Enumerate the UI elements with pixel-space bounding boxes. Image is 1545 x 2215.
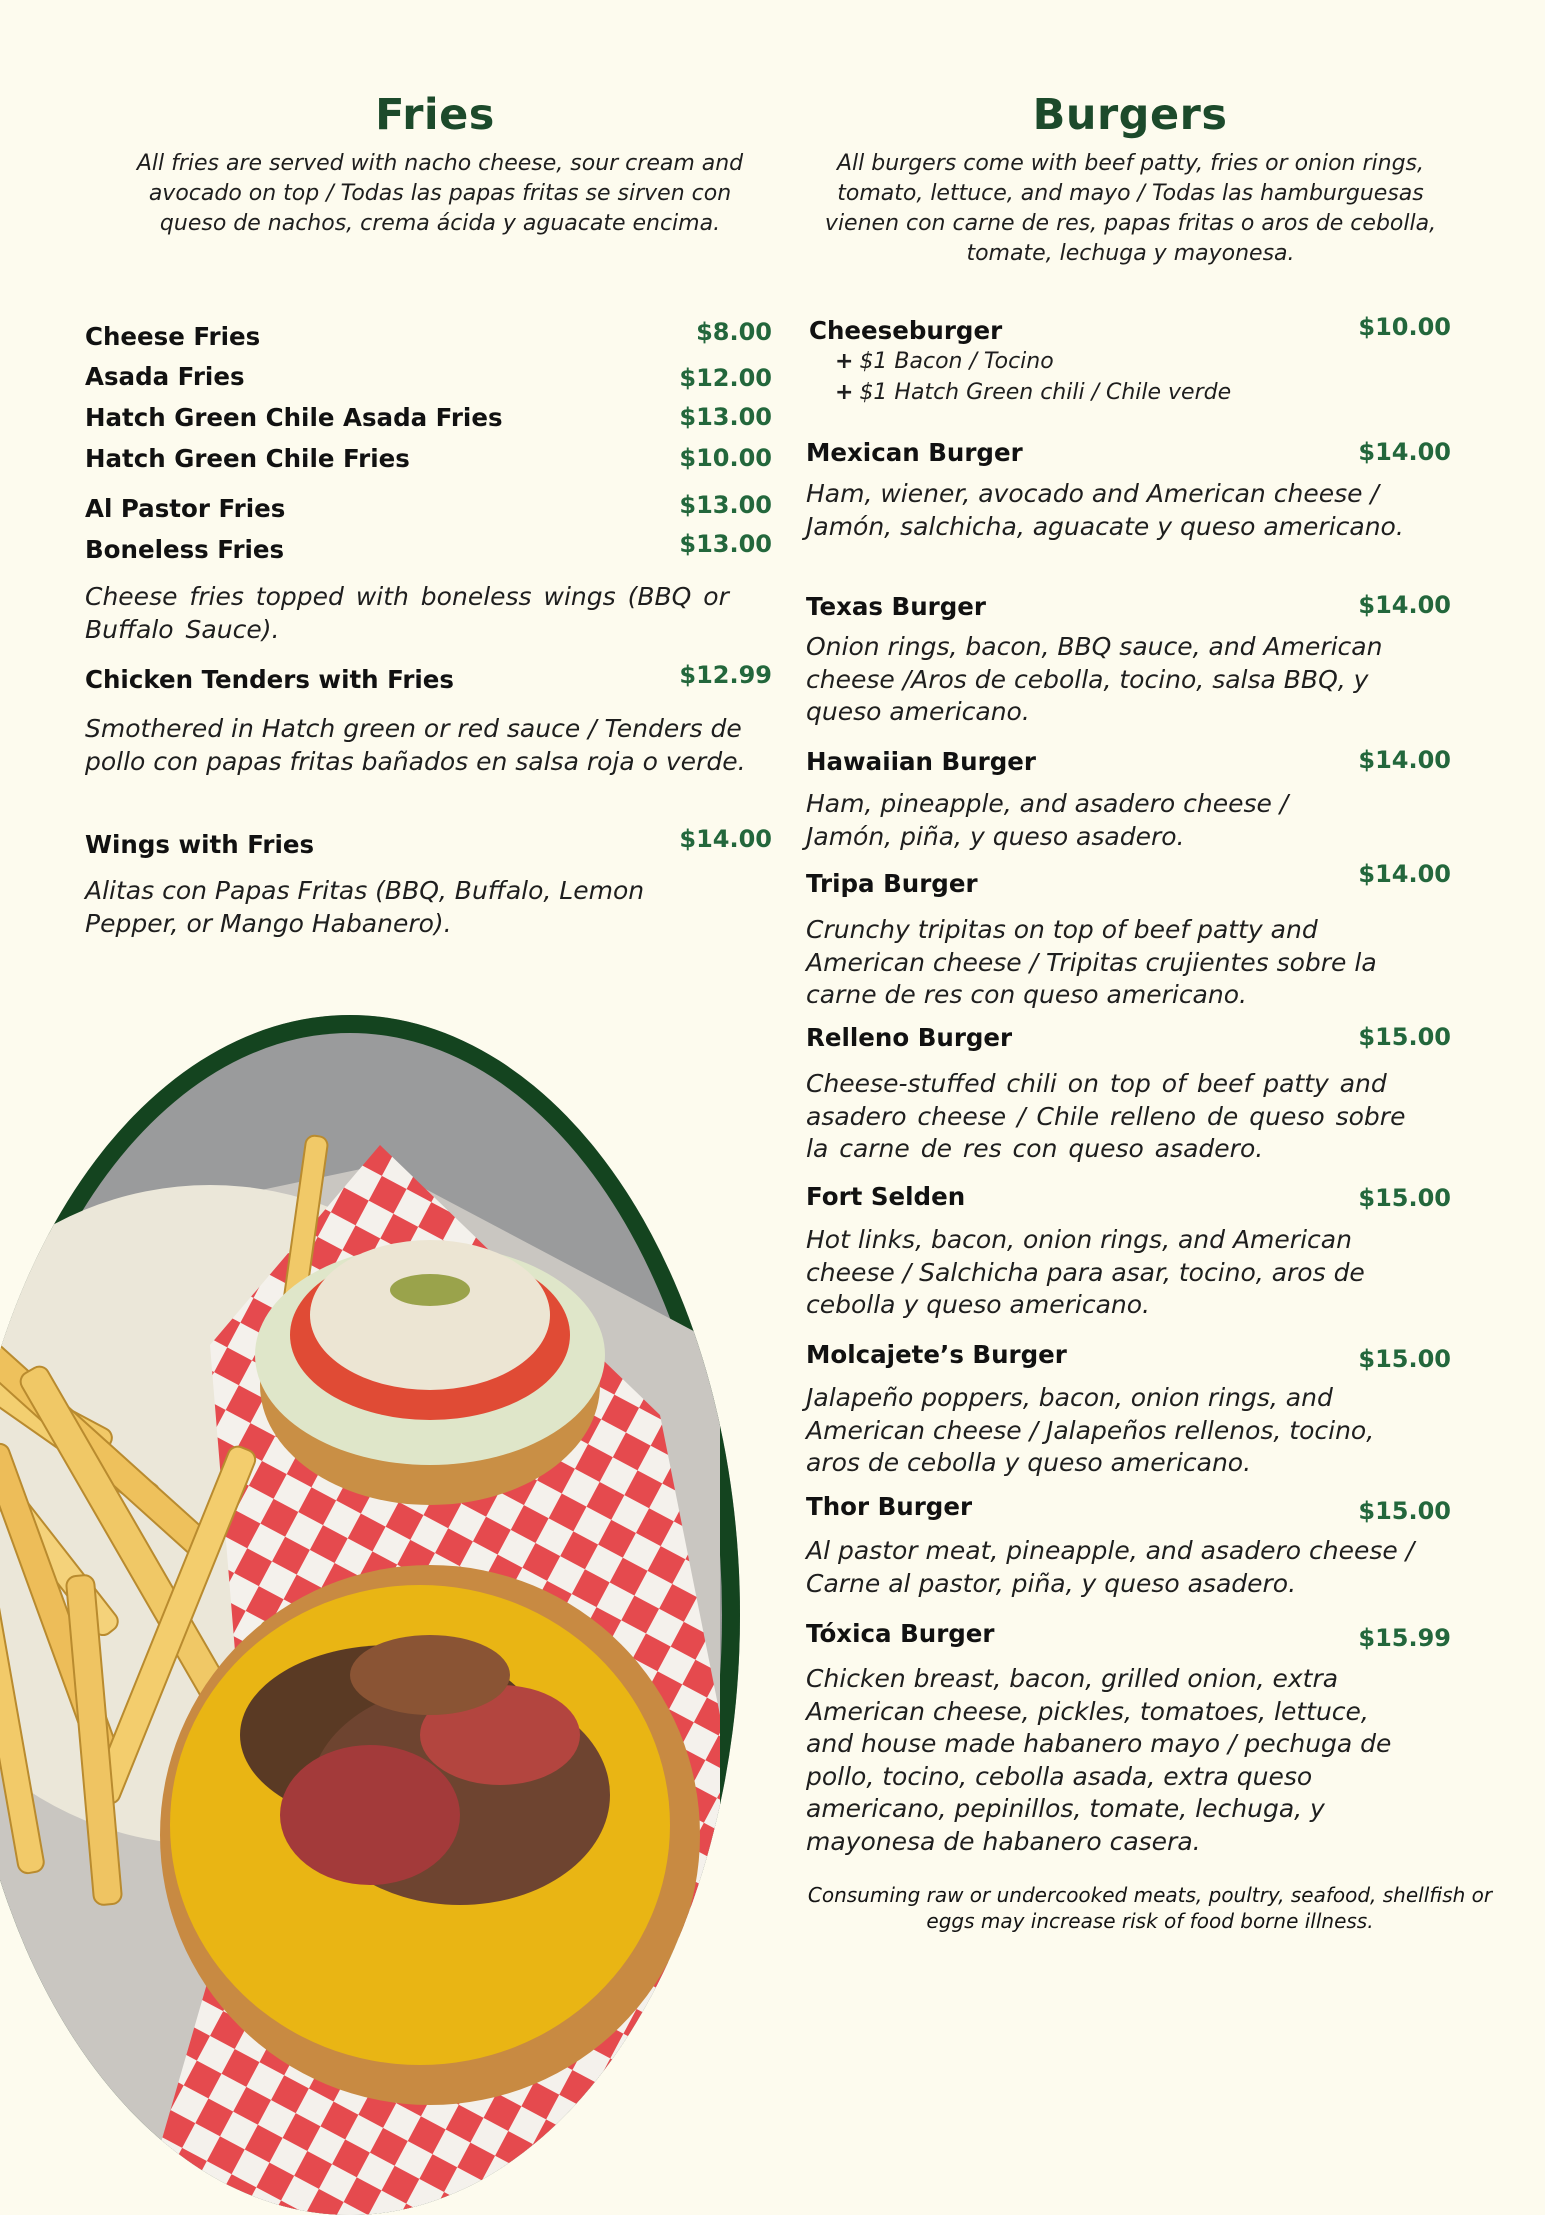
item-price: $15.99: [1358, 1624, 1451, 1652]
item-name: Chicken Tenders with Fries: [85, 665, 454, 694]
item-description: Smothered in Hatch green or red sauce / Tenders de pollo con papas fritas bañados en salsa roja o verde.: [85, 714, 746, 776]
fries-intro: All fries are served with nacho cheese, sour cream and avocado on top / Todas las papas fritas se sirven con queso de nachos, crema ácida y aguacate encima.: [136, 151, 744, 236]
food-safety-disclaimer: Consuming raw or undercooked meats, poultry, seafood, shellfish or eggs may increase risk of food borne illness.: [807, 1883, 1493, 1933]
addon-option: + $1 Hatch Green chili / Chile verde: [835, 380, 1232, 405]
item-price: $14.00: [1358, 860, 1451, 888]
item-name: Wings with Fries: [85, 830, 315, 859]
item-price: $12.99: [679, 661, 772, 689]
item-price: $13.00: [679, 491, 772, 519]
menu-item: [85, 360, 772, 400]
item-description: Cheese fries topped with boneless wings (BBQ or Buffalo Sauce).: [85, 582, 729, 644]
item-name: Hatch Green Chile Asada Fries: [85, 403, 503, 432]
item-name: Fort Selden: [806, 1182, 966, 1211]
item-price: $14.00: [679, 825, 772, 853]
menu-item: [806, 591, 1451, 736]
menu-item: [807, 313, 1451, 423]
item-name: Texas Burger: [806, 592, 986, 621]
item-price: $13.00: [679, 530, 772, 558]
menu-item: [806, 1492, 1451, 1612]
fries-heading: Fries: [375, 90, 495, 140]
item-description: Cheese-stuffed chili on top of beef patty and asadero cheese / Chile relleno de queso sobre la carne de res con queso asadero.: [806, 1069, 1406, 1163]
item-description: Ham, pineapple, and asadero cheese / Jamón, piña, y queso asadero.: [806, 789, 1289, 851]
item-price: $15.00: [1358, 1023, 1451, 1051]
menu-item: [85, 530, 772, 650]
item-price: $10.00: [679, 444, 772, 472]
menu-item: [85, 661, 772, 821]
menu-item: [806, 1619, 1451, 1859]
menu-item: [806, 1023, 1451, 1173]
menu-item: [85, 490, 772, 530]
item-name: Hawaiian Burger: [806, 747, 1036, 776]
addon-label: $1 Hatch Green chili / Chile verde: [859, 380, 1232, 405]
item-description: Ham, wiener, avocado and American cheese / Jamón, salchicha, aguacate y queso americano.: [806, 479, 1404, 541]
item-description: Jalapeño poppers, bacon, onion rings, and American cheese / Jalapeños rellenos, tocino, aros de cebolla y queso americano.: [806, 1383, 1375, 1477]
menu-item: [85, 318, 772, 358]
item-name: Cheeseburger: [809, 316, 1003, 345]
item-name: Molcajete’s Burger: [806, 1340, 1067, 1369]
menu-item: [806, 438, 1451, 583]
item-name: Al Pastor Fries: [85, 494, 286, 523]
menu-item: [806, 1182, 1451, 1332]
item-name: Mexican Burger: [806, 438, 1023, 467]
item-price: $10.00: [1358, 313, 1451, 341]
addon-label: $1 Bacon / Tocino: [859, 349, 1054, 374]
item-name: Hatch Green Chile Fries: [85, 444, 410, 473]
item-name: Relleno Burger: [806, 1023, 1013, 1052]
menu-item: [806, 746, 1451, 856]
burgers-intro: All burgers come with beef patty, fries or onion rings, tomato, lettuce, and mayo / Todas las hamburguesas vienen con carne de res, papas fritas o aros de cebolla, tomate, lechuga y mayonesa.: [824, 151, 1437, 266]
item-description: Alitas con Papas Fritas (BBQ, Buffalo, Lemon Pepper, or Mango Habanero).: [85, 876, 645, 938]
item-price: $15.00: [1358, 1184, 1451, 1212]
item-price: $14.00: [1358, 746, 1451, 774]
item-name: Tóxica Burger: [806, 1619, 995, 1648]
item-price: $8.00: [696, 318, 772, 346]
menu-item: [85, 442, 772, 482]
item-name: Tripa Burger: [806, 869, 978, 898]
item-price: $12.00: [679, 364, 772, 392]
burgers-heading: Burgers: [1032, 90, 1228, 140]
item-description: Onion rings, bacon, BBQ sauce, and American cheese /Aros de cebolla, tocino, salsa BBQ, y queso americano.: [806, 632, 1383, 726]
menu-item: [85, 401, 772, 441]
item-price: $15.00: [1358, 1345, 1451, 1373]
menu-item: [806, 1340, 1451, 1490]
item-name: Cheese Fries: [85, 322, 261, 351]
item-description: Chicken breast, bacon, grilled onion, extra American cheese, pickles, tomatoes, lettuce, and house made habanero mayo / pechuga de pollo, tocino, cebolla asada, extra queso americano, pepinillos, tomate, lechuga, y mayonesa de habanero casera.: [806, 1664, 1392, 1856]
item-price: $14.00: [1358, 438, 1451, 466]
item-description: Crunchy tripitas on top of beef patty and American cheese / Tripitas crujientes sobre la carne de res con queso americano.: [806, 915, 1377, 1009]
item-name: Thor Burger: [806, 1492, 973, 1521]
menu-item: [806, 860, 1451, 1010]
addon-option: + $1 Bacon / Tocino: [835, 349, 1054, 374]
burger-and-fries-photo: [0, 1015, 740, 2215]
item-name: Asada Fries: [85, 362, 245, 391]
item-price: $13.00: [679, 403, 772, 431]
item-name: Boneless Fries: [85, 535, 285, 564]
item-description: Al pastor meat, pineapple, and asadero cheese / Carne al pastor, piña, y queso asadero.: [806, 1536, 1415, 1598]
menu-item: [85, 825, 772, 945]
item-price: $14.00: [1358, 591, 1451, 619]
item-description: Hot links, bacon, onion rings, and American cheese / Salchicha para asar, tocino, aros de cebolla y queso americano.: [806, 1225, 1365, 1319]
item-price: $15.00: [1358, 1497, 1451, 1525]
